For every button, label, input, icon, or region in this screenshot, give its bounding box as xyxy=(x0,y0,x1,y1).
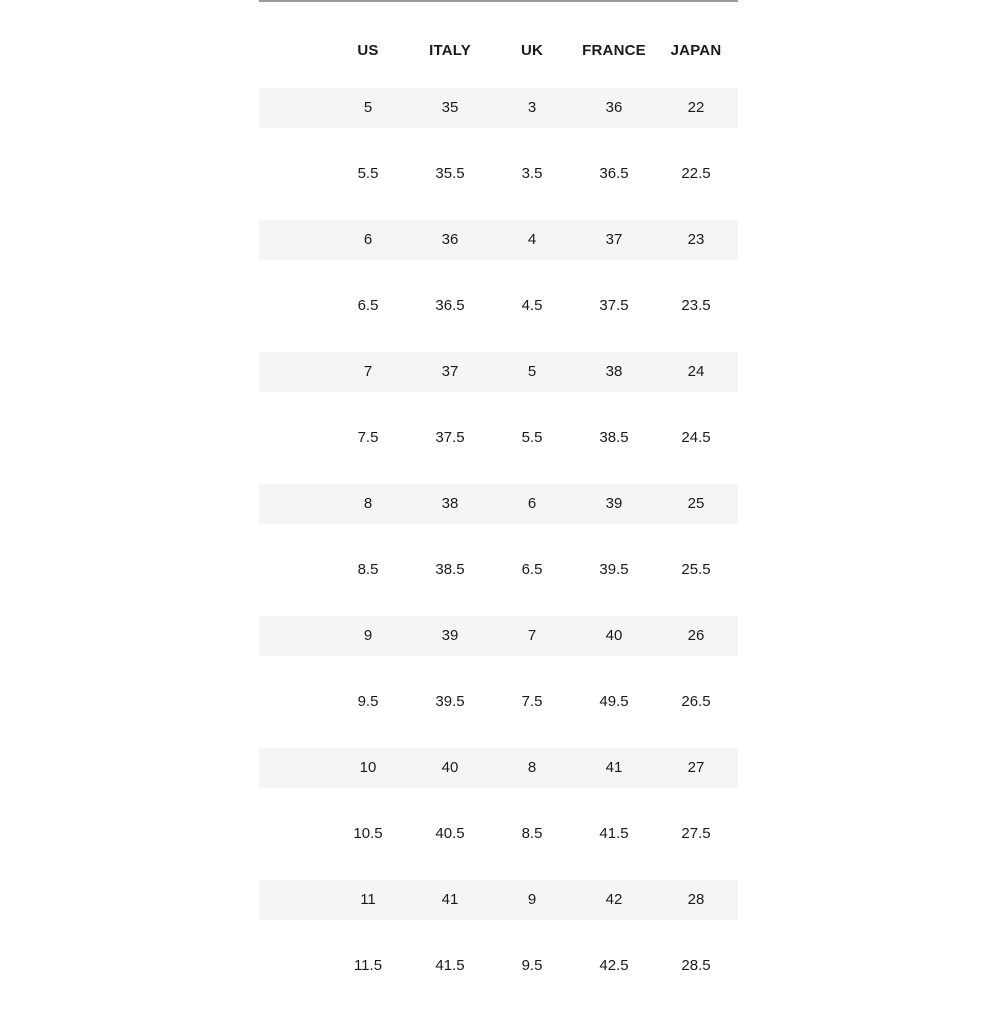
cell-uk: 5 xyxy=(527,363,537,380)
cell-france: 39.5 xyxy=(599,561,629,578)
table-row xyxy=(259,484,738,524)
cell-japan: 23 xyxy=(687,231,705,248)
cell-france: 42.5 xyxy=(599,957,629,974)
table-body xyxy=(259,88,738,1012)
cell-france: 49.5 xyxy=(599,693,629,710)
cell-italy: 41.5 xyxy=(435,957,465,974)
cell-uk: 5.5 xyxy=(521,429,543,446)
table-row xyxy=(259,220,738,260)
table-row xyxy=(259,814,738,854)
cell-italy: 37.5 xyxy=(435,429,465,446)
cell-uk: 7.5 xyxy=(521,693,543,710)
header-uk: UK xyxy=(520,42,544,59)
cell-japan: 25.5 xyxy=(681,561,711,578)
cell-france: 42 xyxy=(605,891,623,908)
cell-us: 6 xyxy=(363,231,373,248)
header-france: FRANCE xyxy=(582,42,646,59)
cell-uk: 7 xyxy=(527,627,537,644)
cell-japan: 24.5 xyxy=(681,429,711,446)
cell-italy: 35 xyxy=(441,99,459,116)
cell-france: 41.5 xyxy=(599,825,629,842)
header-us: US xyxy=(357,42,379,59)
cell-france: 39 xyxy=(605,495,623,512)
cell-japan: 27.5 xyxy=(681,825,711,842)
cell-italy: 40.5 xyxy=(435,825,465,842)
cell-italy: 40 xyxy=(441,759,459,776)
cell-us: 9.5 xyxy=(357,693,379,710)
header-japan: JAPAN xyxy=(670,42,722,59)
cell-uk: 8 xyxy=(527,759,537,776)
cell-italy: 35.5 xyxy=(435,165,465,182)
table-row xyxy=(259,286,738,326)
cell-japan: 22.5 xyxy=(681,165,711,182)
cell-us: 10.5 xyxy=(353,825,383,842)
cell-us: 6.5 xyxy=(357,297,379,314)
header-italy: ITALY xyxy=(429,42,471,59)
cell-italy: 36 xyxy=(441,231,459,248)
cell-us: 8.5 xyxy=(357,561,379,578)
cell-japan: 26 xyxy=(687,627,705,644)
table-row xyxy=(259,946,738,986)
top-divider xyxy=(259,0,738,2)
cell-us: 5 xyxy=(363,99,373,116)
cell-uk: 4.5 xyxy=(521,297,543,314)
cell-france: 41 xyxy=(605,759,623,776)
cell-italy: 36.5 xyxy=(435,297,465,314)
cell-italy: 38.5 xyxy=(435,561,465,578)
cell-france: 38.5 xyxy=(599,429,629,446)
size-chart-table xyxy=(259,0,738,1000)
cell-italy: 39.5 xyxy=(435,693,465,710)
cell-japan: 28 xyxy=(687,891,705,908)
cell-us: 11.5 xyxy=(353,957,383,974)
cell-italy: 37 xyxy=(441,363,459,380)
cell-japan: 24 xyxy=(687,363,705,380)
cell-uk: 3.5 xyxy=(521,165,543,182)
cell-uk: 4 xyxy=(527,231,537,248)
cell-us: 8 xyxy=(363,495,373,512)
cell-us: 7.5 xyxy=(357,429,379,446)
cell-uk: 9.5 xyxy=(521,957,543,974)
cell-japan: 28.5 xyxy=(681,957,711,974)
cell-uk: 6 xyxy=(527,495,537,512)
cell-japan: 26.5 xyxy=(681,693,711,710)
cell-us: 9 xyxy=(363,627,373,644)
table-row xyxy=(259,880,738,920)
table-row xyxy=(259,616,738,656)
cell-japan: 25 xyxy=(687,495,705,512)
cell-us: 10 xyxy=(359,759,377,776)
table-row xyxy=(259,154,738,194)
cell-us: 7 xyxy=(363,363,373,380)
cell-france: 40 xyxy=(605,627,623,644)
cell-japan: 22 xyxy=(687,99,705,116)
table-row xyxy=(259,682,738,722)
table-row xyxy=(259,418,738,458)
cell-us: 5.5 xyxy=(357,165,379,182)
table-row xyxy=(259,550,738,590)
cell-japan: 27 xyxy=(687,759,705,776)
table-row xyxy=(259,88,738,128)
table-row xyxy=(259,748,738,788)
header-row xyxy=(259,31,738,71)
cell-france: 36.5 xyxy=(599,165,629,182)
cell-japan: 23.5 xyxy=(681,297,711,314)
cell-france: 36 xyxy=(605,99,623,116)
cell-uk: 8.5 xyxy=(521,825,543,842)
cell-italy: 39 xyxy=(441,627,459,644)
table-row xyxy=(259,352,738,392)
cell-us: 11 xyxy=(360,891,376,908)
cell-france: 37 xyxy=(605,231,623,248)
cell-italy: 38 xyxy=(441,495,459,512)
cell-france: 37.5 xyxy=(599,297,629,314)
cell-uk: 6.5 xyxy=(521,561,543,578)
cell-uk: 9 xyxy=(527,891,537,908)
cell-uk: 3 xyxy=(527,99,537,116)
cell-france: 38 xyxy=(605,363,623,380)
cell-italy: 41 xyxy=(441,891,459,908)
